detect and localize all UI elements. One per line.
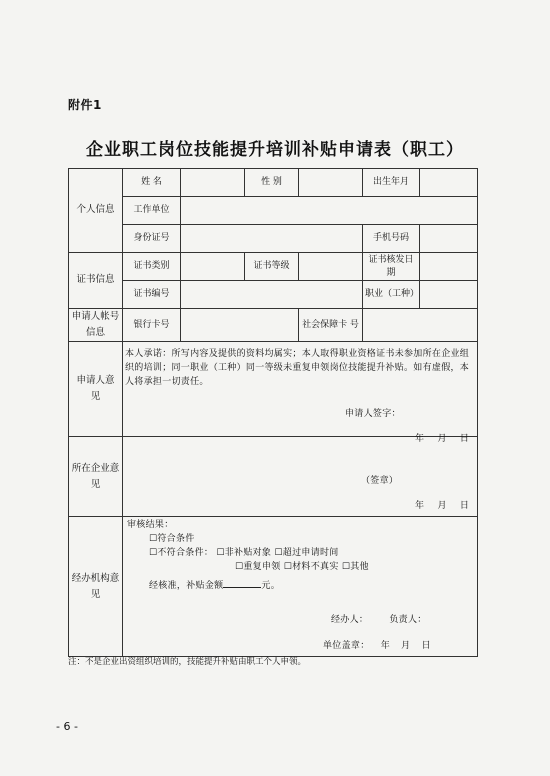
agency-date: 年 月 日: [380, 641, 431, 652]
social-security-label: 社会保障卡 号: [299, 309, 363, 342]
id-number-field[interactable]: [181, 225, 363, 253]
cert-type-field[interactable]: [181, 253, 245, 281]
name-field[interactable]: [181, 169, 245, 197]
bank-card-label: 银行卡号: [123, 309, 181, 342]
amount-prefix: 经核准，补贴金额: [149, 581, 224, 592]
social-security-field[interactable]: [363, 309, 478, 342]
overdue-label: 超过申请时间: [282, 548, 339, 559]
cert-issue-date-field[interactable]: [420, 253, 478, 281]
cert-issue-date-label: 证书核发日 期: [363, 253, 420, 281]
footnote: 注：不是企业出资组织培训的，技能提升补贴由职工个人申领。: [68, 657, 307, 667]
checkbox-false-material[interactable]: ☐: [283, 562, 293, 573]
enterprise-seal-label: （签章）: [361, 476, 399, 487]
birth-field[interactable]: [420, 169, 478, 197]
cert-level-label: 证书等级: [245, 253, 299, 281]
page-number: - 6 -: [56, 720, 78, 733]
amount-suffix: 元。: [261, 581, 281, 592]
duplicate-label: 重复申领: [243, 562, 281, 573]
not-meets-label: 不符合条件：: [157, 548, 214, 559]
checkbox-not-meets[interactable]: ☐: [149, 548, 158, 559]
name-label: 姓 名: [123, 169, 181, 197]
applicant-opinion-box: [123, 342, 477, 445]
applicant-promise: 本人承诺：所写内容及提供的资料均属实；本人取得职业资格证书未参加所在企业组织的培训；同一职业（工种）同一等级未重复申领岗位技能提升补贴。如有虚假，本人将承担一切责任。: [125, 349, 470, 388]
birth-label: 出生年月: [363, 169, 420, 197]
other-label: 其他: [350, 562, 369, 573]
annex-label: 附件1: [68, 98, 102, 112]
review-result-label: 审核结果：: [127, 520, 174, 531]
occupation-label: 职业（工种）: [363, 281, 420, 309]
responsible-label[interactable]: 负责人：: [389, 615, 427, 626]
certificate-info-section: 证书信息: [69, 253, 123, 309]
applicant-signature-label[interactable]: 申请人签字：: [345, 409, 401, 420]
agency-opinion-section: 经办机构意 见: [69, 517, 123, 657]
gender-field[interactable]: [299, 169, 363, 197]
handler-label[interactable]: 经办人：: [331, 615, 369, 626]
checkbox-not-target[interactable]: ☐: [216, 548, 225, 559]
checkbox-overdue[interactable]: ☐: [274, 548, 283, 559]
false-material-label: 材料不真实: [292, 562, 339, 573]
checkbox-duplicate[interactable]: ☐: [235, 562, 244, 573]
cert-type-label: 证书类别: [123, 253, 181, 281]
unit-seal-label[interactable]: 单位盖章：: [323, 641, 370, 652]
applicant-opinion-section: 申请人意 见: [69, 342, 123, 437]
occupation-field[interactable]: [420, 281, 478, 309]
cert-level-field[interactable]: [299, 253, 363, 281]
agency-opinion-box: [123, 517, 477, 656]
account-info-section: 申请人帐号信息: [69, 309, 123, 342]
phone-field[interactable]: [420, 225, 478, 253]
personal-info-section: 个人信息: [69, 169, 123, 253]
enterprise-opinion-section: 所在企业意 见: [69, 437, 123, 517]
cert-number-field[interactable]: [181, 281, 363, 309]
id-number-label: 身份证号: [123, 225, 181, 253]
enterprise-date: 年 月 日: [415, 501, 470, 512]
checkbox-meets[interactable]: ☐: [149, 534, 158, 545]
employer-field[interactable]: [181, 197, 478, 225]
application-form-table: [68, 168, 478, 657]
cert-number-label: 证书编号: [123, 281, 181, 309]
employer-label: 工作单位: [123, 197, 181, 225]
gender-label: 性 别: [245, 169, 299, 197]
amount-blank[interactable]: [223, 579, 261, 588]
not-target-label: 非补贴对象: [224, 548, 272, 559]
meets-label: 符合条件: [157, 534, 195, 545]
bank-card-field[interactable]: [181, 309, 299, 342]
checkbox-other[interactable]: ☐: [341, 562, 351, 573]
form-title: 企业职工岗位技能提升培训补贴申请表（职工）: [86, 140, 464, 160]
applicant-date: 年 月 日: [415, 434, 470, 445]
enterprise-opinion-box[interactable]: [123, 437, 477, 516]
phone-label: 手机号码: [363, 225, 420, 253]
